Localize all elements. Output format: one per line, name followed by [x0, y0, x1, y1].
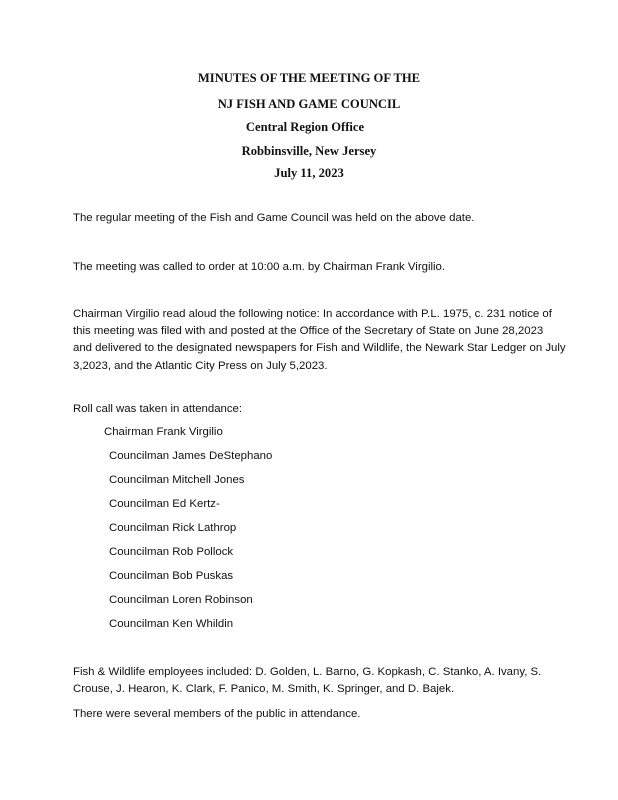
attendee-item: Chairman Frank Virgilio — [104, 426, 223, 438]
header-title-line2: NJ FISH AND GAME COUNCIL — [217, 97, 401, 111]
header-location: Robbinsville, New Jersey — [241, 144, 377, 158]
attendee-item: Councilman Loren Robinson — [109, 594, 253, 606]
attendee-item: Councilman Ken Whildin — [109, 618, 234, 630]
paragraph-regular-meeting: The regular meeting of the Fish and Game Council was held on the above date. — [73, 212, 475, 224]
notice-line: Chairman Virgilio read aloud the following notice: In accordance with P.L. 1975, c. 231 notice of — [73, 308, 552, 320]
header-title-line1: MINUTES OF THE MEETING OF THE — [197, 71, 421, 85]
notice-line: and delivered to the designated newspapers for Fish and Wildlife, the Newark Star Ledger on July — [73, 342, 566, 355]
attendee-item: Councilman Ed Kertz- — [109, 498, 220, 510]
attendee-item: Councilman Rob Pollock — [109, 546, 234, 558]
header-date: July 11, 2023 — [274, 166, 344, 180]
header-office: Central Region Office — [245, 120, 365, 134]
paragraph-notice — [73, 306, 566, 375]
employees-line: Crouse, J. Hearon, K. Clark, F. Panico, M. Smith, K. Springer, and D. Bajek. — [73, 683, 455, 696]
notice-line: 3,2023, and the Atlantic City Press on July 5,2023. — [73, 359, 328, 372]
attendee-item: Councilman James DeStephano — [109, 450, 273, 462]
attendee-item: Councilman Mitchell Jones — [109, 474, 245, 486]
notice-line: this meeting was filed with and posted at the Office of the Secretary of State on June 28,2023 — [73, 325, 544, 338]
employees-line: Fish & Wildlife employees included: D. Golden, L. Barno, G. Kopkash, C. Stanko, A. Ivany, S. — [73, 666, 542, 678]
paragraph-employees — [73, 664, 546, 698]
paragraph-public: There were several members of the public in attendance. — [73, 708, 361, 720]
paragraph-called-to-order: The meeting was called to order at 10:00 a.m. by Chairman Frank Virgilio. — [73, 261, 446, 273]
roll-call-intro: Roll call was taken in attendance: — [73, 403, 243, 415]
attendee-item: Councilman Rick Lathrop — [109, 522, 237, 534]
attendee-item: Councilman Bob Puskas — [109, 570, 234, 582]
